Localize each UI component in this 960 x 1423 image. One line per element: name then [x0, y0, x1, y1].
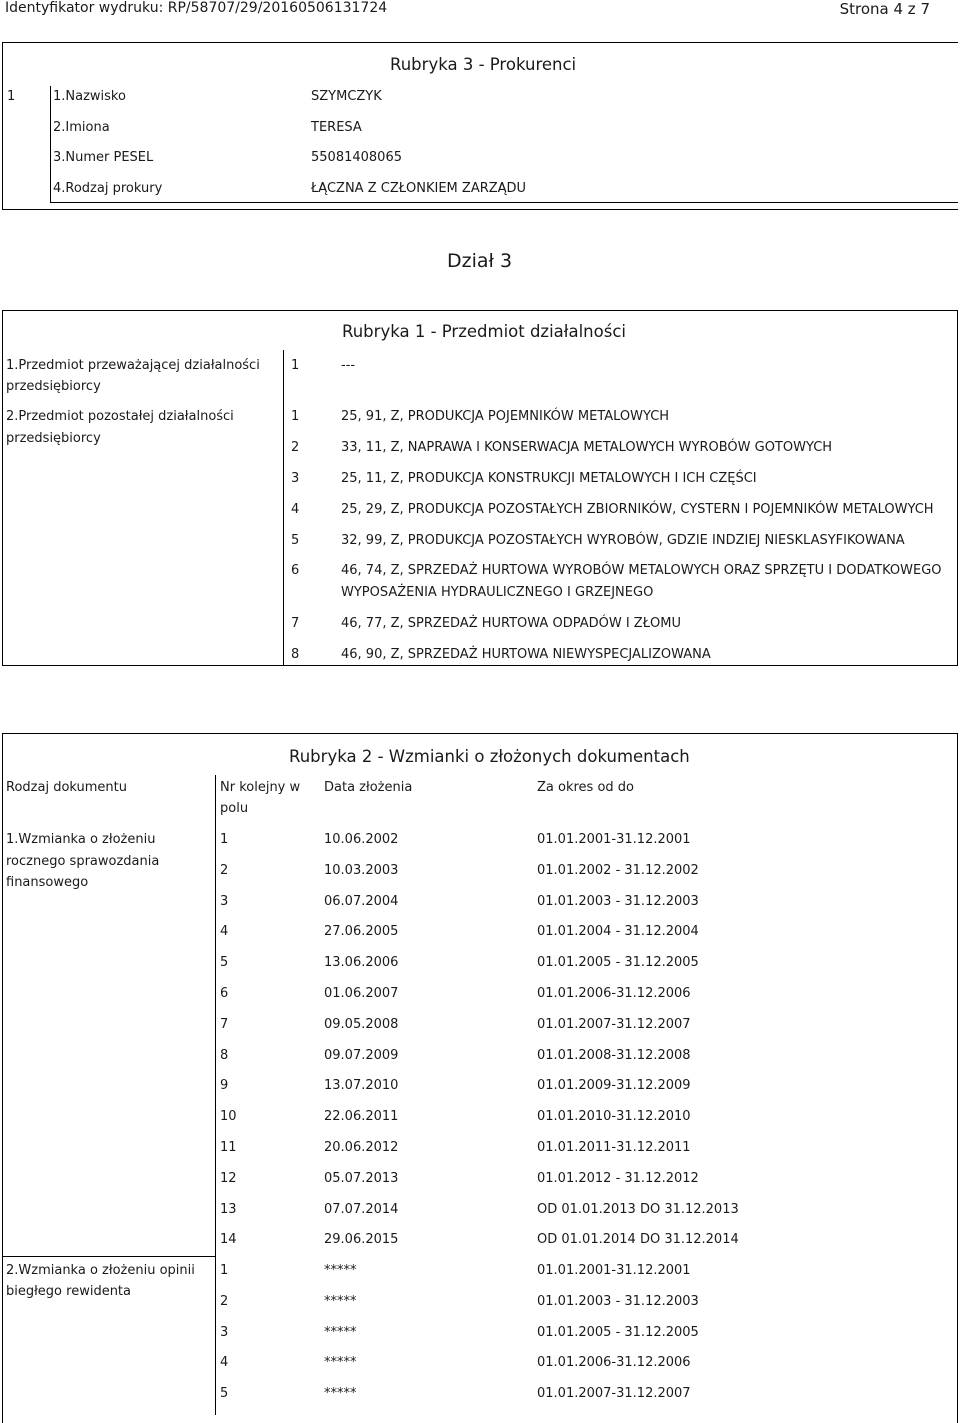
main-activity-number: 1 — [291, 358, 300, 373]
opinion-row-date: ***** — [324, 1294, 357, 1309]
document-row-number: 8 — [220, 1048, 229, 1063]
document-row-number: 9 — [220, 1078, 229, 1093]
rubryka3-inner-divider — [50, 86, 51, 202]
activity-number: 8 — [291, 647, 300, 662]
document-row-period: 01.01.2004 - 31.12.2004 — [537, 924, 699, 939]
rubryka2-title: Rubryka 2 - Wzmianki o złożonych dokumentach — [289, 747, 690, 766]
opinion-row-date: ***** — [324, 1263, 357, 1278]
document-row-number: 2 — [220, 863, 229, 878]
group2-label-line2: biegłego rewidenta — [6, 1284, 131, 1299]
activity-text: 46, 74, Z, SPRZEDAŻ HURTOWA WYROBÓW METALOWYCH ORAZ SPRZĘTU I DODATKOWEGO — [341, 563, 942, 578]
activity-text: 25, 91, Z, PRODUKCJA POJEMNIKÓW METALOWYCH — [341, 409, 670, 424]
document-row-period: OD 01.01.2013 DO 31.12.2013 — [537, 1202, 739, 1217]
col-header-number-cont: polu — [220, 801, 249, 816]
document-row-number: 14 — [220, 1232, 237, 1247]
field-value-rodzaj-prokury: ŁĄCZNA Z CZŁONKIEM ZARZĄDU — [311, 181, 527, 196]
opinion-row-period: 01.01.2006-31.12.2006 — [537, 1355, 691, 1370]
field-value-pesel: 55081408065 — [311, 150, 402, 165]
other-activity-label: 2.Przedmiot pozostałej działalności — [6, 409, 234, 424]
activity-number: 2 — [291, 440, 300, 455]
main-activity-label-cont: przedsiębiorcy — [6, 379, 101, 394]
activity-number: 5 — [291, 533, 300, 548]
main-activity-value: --- — [341, 358, 356, 373]
rubryka3-bottom-line — [50, 202, 958, 203]
document-row-date: 01.06.2007 — [324, 986, 399, 1001]
document-row-date: 22.06.2011 — [324, 1109, 399, 1124]
document-row-number: 13 — [220, 1202, 237, 1217]
document-row-number: 11 — [220, 1140, 237, 1155]
opinion-row-period: 01.01.2007-31.12.2007 — [537, 1386, 691, 1401]
document-row-number: 6 — [220, 986, 229, 1001]
document-row-period: OD 01.01.2014 DO 31.12.2014 — [537, 1232, 739, 1247]
opinion-row-period: 01.01.2003 - 31.12.2003 — [537, 1294, 699, 1309]
rubryka1-title: Rubryka 1 - Przedmiot działalności — [342, 322, 626, 341]
document-row-period: 01.01.2011-31.12.2011 — [537, 1140, 691, 1155]
document-row-number: 4 — [220, 924, 229, 939]
document-row-date: 20.06.2012 — [324, 1140, 399, 1155]
activity-text: 46, 77, Z, SPRZEDAŻ HURTOWA ODPADÓW I ZŁOMU — [341, 616, 681, 631]
rubryka2-col-divider — [215, 775, 216, 1415]
other-activity-label-cont: przedsiębiorcy — [6, 431, 101, 446]
document-row-period: 01.01.2002 - 31.12.2002 — [537, 863, 699, 878]
activity-text: 33, 11, Z, NAPRAWA I KONSERWACJA METALOWYCH WYROBÓW GOTOWYCH — [341, 440, 833, 455]
opinion-row-number: 2 — [220, 1294, 229, 1309]
rubryka2-group-divider — [2, 1256, 215, 1257]
field-label-imiona: 2.Imiona — [53, 120, 110, 135]
section-title-dzial: Dział 3 — [447, 250, 513, 272]
activity-number: 4 — [291, 502, 300, 517]
document-row-number: 3 — [220, 894, 229, 909]
col-header-date: Data złożenia — [324, 780, 413, 795]
group1-label-line3: finansowego — [6, 875, 89, 890]
col-header-document-type: Rodzaj dokumentu — [6, 780, 127, 795]
document-row-date: 13.06.2006 — [324, 955, 399, 970]
activity-text-cont: WYPOSAŻENIA HYDRAULICZNEGO I GRZEJNEGO — [341, 585, 654, 600]
main-activity-label: 1.Przedmiot przeważającej działalności — [6, 358, 260, 373]
field-label-rodzaj-prokury: 4.Rodzaj prokury — [53, 181, 163, 196]
document-row-date: 10.03.2003 — [324, 863, 399, 878]
document-row-date: 06.07.2004 — [324, 894, 399, 909]
document-row-date: 29.06.2015 — [324, 1232, 399, 1247]
activity-text: 32, 99, Z, PRODUKCJA POZOSTAŁYCH WYROBÓW, GDZIE INDZIEJ NIESKLASYFIKOWANA — [341, 533, 905, 548]
group2-label-line1: 2.Wzmianka o złożeniu opinii — [6, 1263, 195, 1278]
document-row-date: 10.06.2002 — [324, 832, 399, 847]
activity-number: 7 — [291, 616, 300, 631]
document-row-number: 7 — [220, 1017, 229, 1032]
rubryka3-title: Rubryka 3 - Prokurenci — [390, 55, 577, 74]
print-identifier: Identyfikator wydruku: RP/58707/29/20160506131724 — [5, 0, 388, 16]
opinion-row-number: 3 — [220, 1325, 229, 1340]
field-value-imiona: TERESA — [311, 120, 362, 135]
rubryka1-label-divider — [283, 350, 284, 666]
opinion-row-number: 1 — [220, 1263, 229, 1278]
opinion-row-date: ***** — [324, 1325, 357, 1340]
col-header-number: Nr kolejny w — [220, 780, 301, 795]
activity-number: 3 — [291, 471, 300, 486]
document-row-number: 10 — [220, 1109, 237, 1124]
opinion-row-number: 4 — [220, 1355, 229, 1370]
rubryka3-entry-number: 1 — [7, 89, 16, 104]
document-row-number: 12 — [220, 1171, 237, 1186]
document-row-date: 09.07.2009 — [324, 1048, 399, 1063]
activity-text: 25, 29, Z, PRODUKCJA POZOSTAŁYCH ZBIORNIKÓW, CYSTERN I POJEMNIKÓW METALOWYCH — [341, 502, 934, 517]
field-value-nazwisko: SZYMCZYK — [311, 89, 382, 104]
activity-text: 46, 90, Z, SPRZEDAŻ HURTOWA NIEWYSPECJALIZOWANA — [341, 647, 711, 662]
activity-number: 6 — [291, 563, 300, 578]
document-row-period: 01.01.2007-31.12.2007 — [537, 1017, 691, 1032]
document-row-date: 13.07.2010 — [324, 1078, 399, 1093]
group1-label-line1: 1.Wzmianka o złożeniu — [6, 832, 156, 847]
field-label-nazwisko: 1.Nazwisko — [53, 89, 126, 104]
document-row-date: 07.07.2014 — [324, 1202, 399, 1217]
col-header-period: Za okres od do — [537, 780, 634, 795]
document-row-date: 27.06.2005 — [324, 924, 399, 939]
group1-label-line2: rocznego sprawozdania — [6, 854, 160, 869]
page-number: Strona 4 z 7 — [839, 0, 930, 18]
opinion-row-period: 01.01.2005 - 31.12.2005 — [537, 1325, 699, 1340]
activity-text: 25, 11, Z, PRODUKCJA KONSTRUKCJI METALOWYCH I ICH CZĘŚCI — [341, 471, 757, 486]
field-label-pesel: 3.Numer PESEL — [53, 150, 154, 165]
document-row-period: 01.01.2008-31.12.2008 — [537, 1048, 691, 1063]
document-row-period: 01.01.2009-31.12.2009 — [537, 1078, 691, 1093]
opinion-row-date: ***** — [324, 1355, 357, 1370]
opinion-row-period: 01.01.2001-31.12.2001 — [537, 1263, 691, 1278]
document-row-period: 01.01.2005 - 31.12.2005 — [537, 955, 699, 970]
document-row-date: 05.07.2013 — [324, 1171, 399, 1186]
document-row-number: 5 — [220, 955, 229, 970]
opinion-row-date: ***** — [324, 1386, 357, 1401]
document-row-period: 01.01.2012 - 31.12.2012 — [537, 1171, 699, 1186]
document-row-period: 01.01.2006-31.12.2006 — [537, 986, 691, 1001]
activity-number: 1 — [291, 409, 300, 424]
document-row-period: 01.01.2001-31.12.2001 — [537, 832, 691, 847]
opinion-row-number: 5 — [220, 1386, 229, 1401]
document-row-date: 09.05.2008 — [324, 1017, 399, 1032]
document-row-number: 1 — [220, 832, 229, 847]
document-row-period: 01.01.2010-31.12.2010 — [537, 1109, 691, 1124]
document-row-period: 01.01.2003 - 31.12.2003 — [537, 894, 699, 909]
